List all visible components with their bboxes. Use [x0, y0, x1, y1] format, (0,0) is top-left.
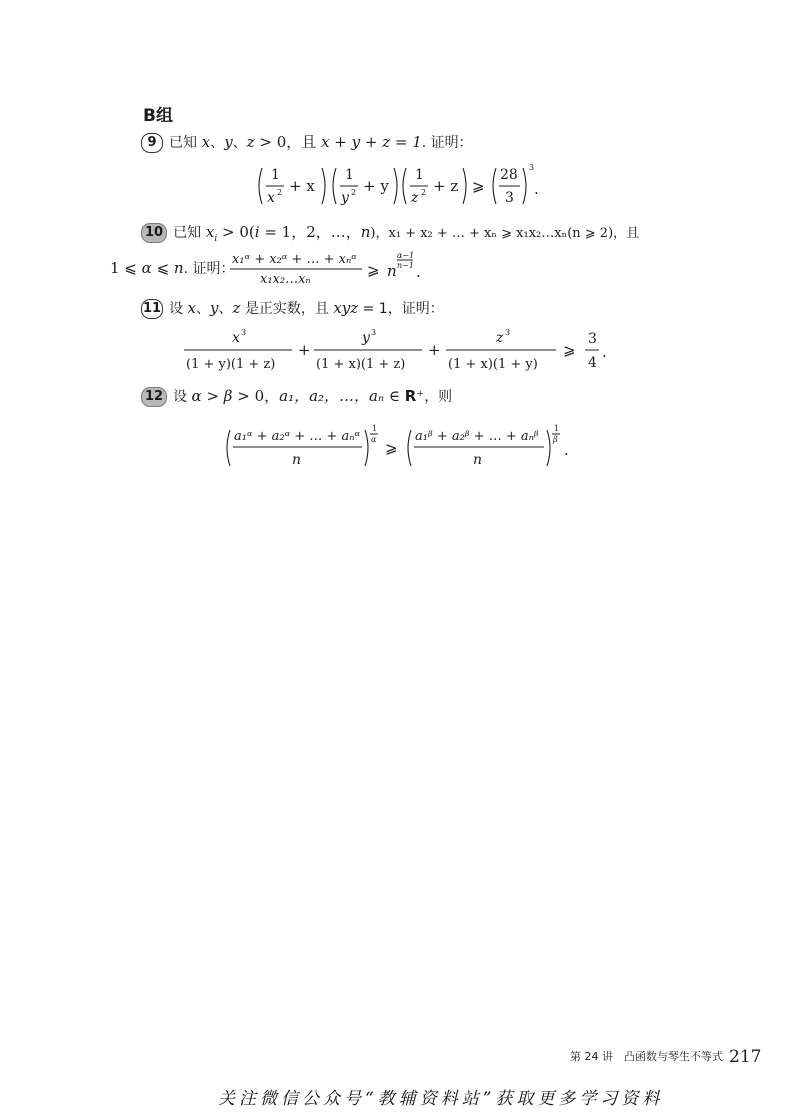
svg-text:+ x: + x: [289, 177, 315, 195]
svg-text:x₁x₂…xₙ: x₁x₂…xₙ: [260, 272, 311, 287]
svg-text:z: z: [496, 330, 504, 346]
svg-text:z: z: [411, 190, 419, 206]
problem-number: 9: [141, 133, 163, 153]
svg-text:y: y: [341, 190, 349, 206]
svg-text:x₁ᵅ + x₂ᵅ + … + xₙᵅ: x₁ᵅ + x₂ᵅ + … + xₙᵅ: [232, 252, 357, 267]
handwritten-note: 关注微信公众号“教辅资料站”获取更多学习资料: [218, 1089, 664, 1109]
svg-text:1: 1: [415, 167, 424, 183]
svg-text:1: 1: [372, 424, 378, 433]
svg-text:(1 + y)(1 + z): (1 + y)(1 + z): [186, 357, 276, 372]
problem-12-statement: 12 设 α > β > 0，a₁，a₂，…，aₙ ∈ R⁺，则: [141, 386, 452, 407]
svg-text:β: β: [553, 435, 558, 444]
svg-text:3: 3: [505, 190, 514, 206]
svg-text:.: .: [602, 343, 607, 361]
svg-text:+ z: + z: [433, 177, 459, 195]
svg-text:3: 3: [505, 328, 511, 337]
svg-text:+ y: + y: [363, 177, 389, 195]
svg-text:⩾: ⩾: [472, 177, 485, 195]
problem-9-statement: 9 已知 x、y、z > 0，且 x + y + z = 1. 证明：: [141, 132, 473, 153]
problem-10-statement: 10 已知 $x_i > 0(i = 1$，2，…，n)，x₁ + x₂ + … + xₙ ⩾ x₁x₂…xₙ(n ⩾ 2)，且: [141, 222, 639, 249]
svg-text:.: .: [416, 263, 421, 281]
page-number: 217: [729, 1047, 762, 1067]
svg-text:α−1: α−1: [397, 251, 415, 260]
problem-10-condition: 1 ⩽ α ⩽ n. 证明：: [110, 259, 235, 277]
svg-text:y: y: [362, 330, 370, 346]
problem-12-formula: [222, 422, 582, 474]
svg-text:3: 3: [241, 328, 247, 337]
svg-text:+: +: [298, 341, 311, 359]
svg-text:2: 2: [277, 188, 283, 197]
svg-text:(1 + x)(1 + z): (1 + x)(1 + z): [316, 357, 406, 372]
problem-number: 11: [141, 299, 163, 319]
svg-text:⩾: ⩾: [563, 341, 576, 359]
svg-text:.: .: [534, 180, 539, 198]
svg-text:x: x: [232, 330, 240, 346]
problem-11-statement: 11 设 x、y、z 是正实数，且 xyz = 1，证明：: [143, 299, 444, 317]
problem-number: 12: [141, 387, 167, 407]
svg-text:3: 3: [529, 163, 535, 172]
svg-text:n: n: [387, 262, 397, 280]
svg-text:a₁ᵝ + a₂ᵝ + … + aₙᵝ: a₁ᵝ + a₂ᵝ + … + aₙᵝ: [415, 429, 539, 444]
problem-9-formula: [256, 162, 556, 214]
svg-text:2: 2: [421, 188, 427, 197]
svg-text:x: x: [267, 190, 275, 206]
svg-text:2: 2: [351, 188, 357, 197]
svg-text:n: n: [473, 452, 483, 468]
svg-text:⩾: ⩾: [385, 439, 398, 457]
svg-text:1: 1: [345, 167, 354, 183]
group-title: B组: [143, 106, 173, 126]
svg-text:⩾: ⩾: [367, 261, 380, 279]
chapter-title: 第 24 讲 凸函数与琴生不等式: [570, 1050, 723, 1063]
problem-number: 10: [141, 223, 167, 243]
svg-text:3: 3: [371, 328, 377, 337]
page-footer: [570, 1047, 761, 1067]
problem-11-formula: [180, 328, 620, 378]
svg-text:1: 1: [271, 167, 280, 183]
problem-10-formula: [228, 249, 428, 289]
svg-text:1: 1: [554, 424, 560, 433]
svg-text:n: n: [292, 452, 302, 468]
svg-text:(1 + x)(1 + y): (1 + x)(1 + y): [448, 357, 538, 372]
svg-text:a₁ᵅ + a₂ᵅ + … + aₙᵅ: a₁ᵅ + a₂ᵅ + … + aₙᵅ: [234, 429, 361, 444]
svg-text:.: .: [564, 441, 569, 459]
svg-text:3: 3: [588, 331, 597, 347]
svg-text:4: 4: [588, 355, 597, 371]
svg-text:n−1: n−1: [397, 261, 414, 270]
svg-text:+: +: [428, 341, 441, 359]
svg-text:α: α: [371, 435, 377, 444]
svg-text:28: 28: [500, 167, 518, 183]
